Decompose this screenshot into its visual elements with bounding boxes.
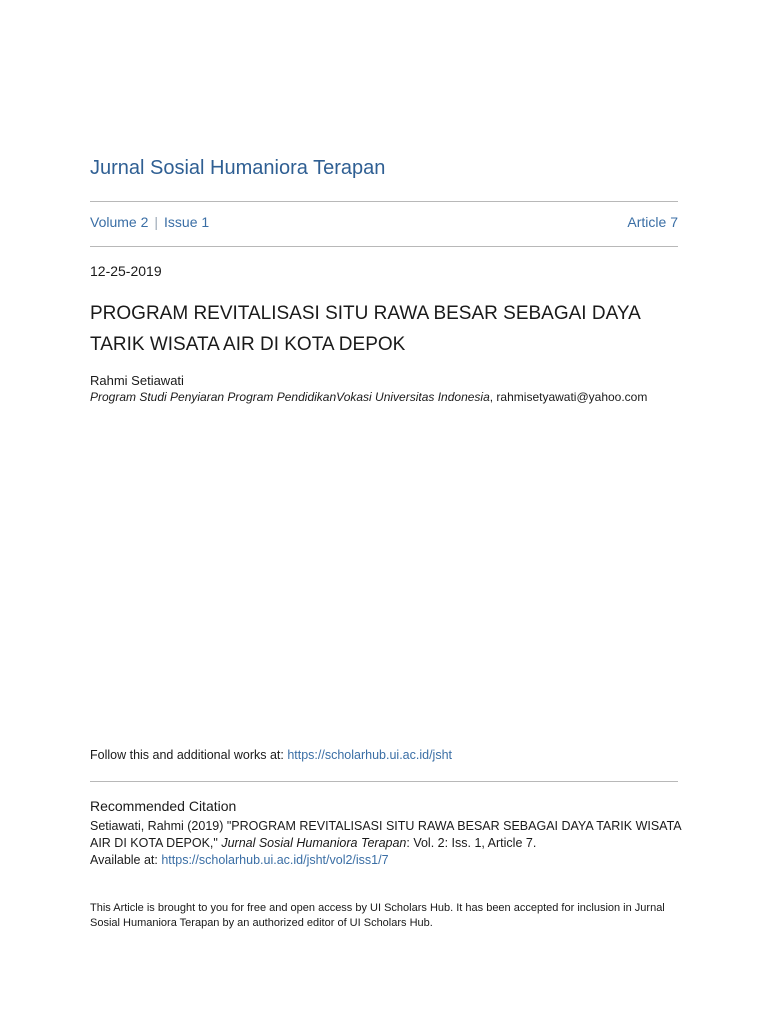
citation-block (90, 818, 682, 869)
footer-note: This Article is brought to you for free and open access by UI Scholars Hub. It has been accepted for inclusion in Jurnal Sosial Humaniora Terapan by an authorized editor of UI Scholars Hub. (90, 902, 665, 929)
issue-link[interactable]: Issue 1 (164, 214, 210, 230)
available-link[interactable]: https://scholarhub.ui.ac.id/jsht/vol2/iss1/7 (161, 853, 389, 867)
volume-issue-separator: | (154, 214, 159, 230)
publication-date: 12-25-2019 (90, 263, 162, 279)
follow-link[interactable]: https://scholarhub.ui.ac.id/jsht (287, 748, 453, 762)
journal-title-link[interactable]: Jurnal Sosial Humaniora Terapan (90, 157, 386, 179)
volume-issue-group (90, 214, 209, 230)
author-name: Rahmi Setiawati (90, 373, 184, 388)
header-divider-bottom (90, 246, 678, 247)
article-title: PROGRAM REVITALISASI SITU RAWA BESAR SEBAGAI DAYA TARIK WISATA AIR DI KOTA DEPOK (90, 303, 640, 355)
follow-text: Follow this and additional works at: (90, 748, 288, 762)
author-affiliation (90, 390, 690, 404)
citation-divider (90, 781, 678, 782)
issue-bar (90, 214, 678, 234)
available-label: Available at: (90, 853, 162, 867)
affiliation-institution: Program Studi Penyiaran Program PendidikanVokasi Universitas Indonesia (90, 390, 490, 404)
header-divider-top (90, 201, 678, 202)
citation-volume: : Vol. 2: Iss. 1, Article 7. (406, 836, 537, 850)
author-email: , rahmisetyawati@yahoo.com (489, 390, 648, 404)
recommended-citation-heading: Recommended Citation (90, 798, 237, 814)
citation-journal: Jurnal Sosial Humaniora Terapan (221, 836, 407, 850)
citation-text: Setiawati, Rahmi (2019) "PROGRAM REVITALISASI SITU RAWA BESAR SEBAGAI DAYA TARIK WISATA AIR DI KOTA DEPOK," (90, 819, 681, 850)
volume-link[interactable]: Volume 2 (90, 214, 149, 230)
article-link[interactable]: Article 7 (627, 214, 678, 230)
follow-line (90, 748, 452, 762)
